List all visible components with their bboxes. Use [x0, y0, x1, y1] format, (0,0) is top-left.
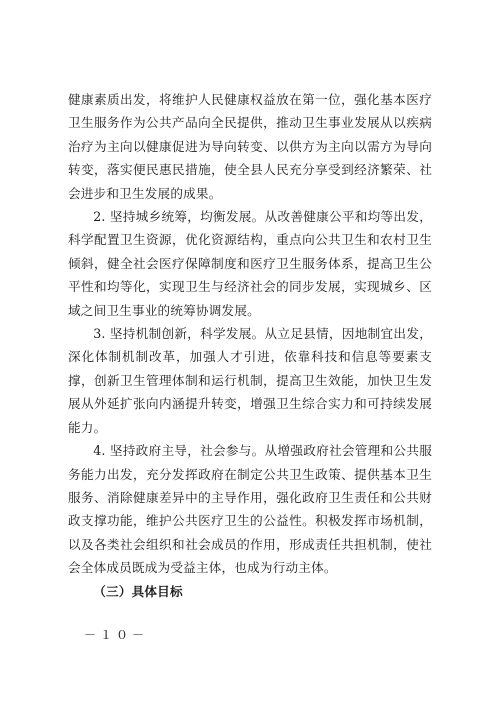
section-subheading: （三）具体目标	[93, 583, 183, 599]
document-body	[68, 88, 432, 603]
paragraph-continuation: 健康素质出发，将维护人民健康权益放在第一位，强化基本医疗卫生服务作为公共产品向全民提供，推动卫生事业发展从以疾病治疗为主向以健康促进为导向转变、以供方为主向以需方为导向转变，落实便民惠民措施，使全县人民充分享受到经济繁荣、社会进步和卫生发展的成果。	[68, 92, 432, 201]
paragraph-government-led: 4. 坚持政府主导，社会参与。从增强政府社会管理和公共服务能力出发，充分发挥政府在制定公共卫生政策、提供基本卫生服务、消除健康差异中的主导作用，强化政府卫生责任和公共财政支撑功能，维护公共医疗卫生的公益性。积极发挥市场机制，以及各类社会组织和社会成员的作用，形成责任共担机制，使社会全体成员既成为受益主体，也成为行动主体。	[68, 443, 432, 576]
paragraph-mechanism-innovation: 3. 坚持机制创新，科学发展。从立足县情，因地制宜出发，深化体制机制改革，加强人才引进，依靠科技和信息等要素支撑，创新卫生管理体制和运行机制，提高卫生效能，加快卫生发展从外延扩张向内涵提升转变，增强卫生综合实力和可持续发展能力。	[68, 326, 432, 435]
paragraph-urban-rural: 2. 坚持城乡统筹，均衡发展。从改善健康公平和均等出发，科学配置卫生资源，优化资源结构，重点向公共卫生和农村卫生倾斜，健全社会医疗保障制度和医疗卫生服务体系，提高卫生公平性和均等化，实现卫生与经济社会的同步发展，实现城乡、区域之间卫生事业的统筹协调发展。	[68, 209, 432, 318]
page-number: －１０－	[84, 628, 149, 642]
